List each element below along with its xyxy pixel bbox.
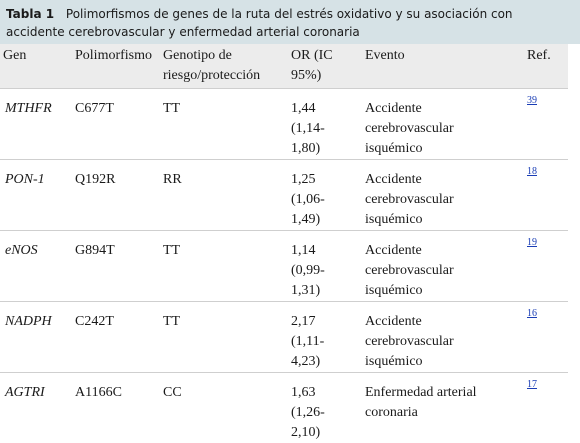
cell-evento: Accidente cerebrovascular isquémico — [365, 159, 527, 230]
cell-ref — [527, 372, 568, 443]
cell-evento: Accidente cerebrovascular isquémico — [365, 88, 527, 159]
cell-genotipo: TT — [163, 230, 291, 301]
cell-genotipo: CC — [163, 372, 291, 443]
header-ref: Ref. — [527, 48, 551, 63]
table-row — [0, 372, 568, 443]
cell-evento: Enfermedad arterial coronaria — [365, 372, 527, 443]
table-row — [0, 159, 568, 230]
header-genotipo: Genotipo de riesgo/protección — [163, 48, 261, 83]
header-polimorfismo: Polimorfismo — [75, 48, 153, 63]
reference-link[interactable]: 17 — [527, 378, 537, 390]
table-caption-label: Tabla 1 — [6, 7, 55, 21]
header-evento: Evento — [365, 48, 405, 63]
table-caption — [0, 0, 580, 44]
cell-ref — [527, 301, 568, 372]
cell-polimorfismo: Q192R — [75, 159, 163, 230]
header-or: OR (IC 95%) — [291, 48, 333, 83]
data-table-container — [0, 44, 568, 443]
cell-ref — [527, 88, 568, 159]
reference-link[interactable]: 16 — [527, 307, 537, 319]
cell-or: 1,25 (1,06- 1,49) — [291, 159, 365, 230]
cell-ref — [527, 159, 568, 230]
table-row — [0, 88, 568, 159]
cell-evento: Accidente cerebrovascular isquémico — [365, 301, 527, 372]
cell-gen: NADPH — [0, 301, 75, 372]
cell-polimorfismo: C677T — [75, 88, 163, 159]
cell-gen: PON-1 — [0, 159, 75, 230]
cell-polimorfismo: G894T — [75, 230, 163, 301]
cell-genotipo: TT — [163, 88, 291, 159]
table-row — [0, 301, 568, 372]
cell-gen: eNOS — [0, 230, 75, 301]
table-caption-text: Polimorfismos de genes de la ruta del estrés oxidativo y su asociación con accidente cerebrovascular y enfermedad arterial coronaria — [6, 7, 513, 39]
reference-link[interactable]: 39 — [527, 94, 537, 106]
cell-polimorfismo: C242T — [75, 301, 163, 372]
cell-evento: Accidente cerebrovascular isquémico — [365, 230, 527, 301]
header-gen: Gen — [3, 48, 27, 63]
cell-ref — [527, 230, 568, 301]
cell-or: 1,63 (1,26- 2,10) — [291, 372, 365, 443]
table-header-row — [0, 44, 568, 88]
table-row — [0, 230, 568, 301]
cell-genotipo: RR — [163, 159, 291, 230]
reference-link[interactable]: 19 — [527, 236, 537, 248]
cell-polimorfismo: A1166C — [75, 372, 163, 443]
cell-or: 1,14 (0,99- 1,31) — [291, 230, 365, 301]
cell-gen: MTHFR — [0, 88, 75, 159]
cell-gen: AGTRI — [0, 372, 75, 443]
cell-or: 2,17 (1,11- 4,23) — [291, 301, 365, 372]
cell-or: 1,44 (1,14- 1,80) — [291, 88, 365, 159]
data-table — [0, 44, 568, 443]
reference-link[interactable]: 18 — [527, 165, 537, 177]
cell-genotipo: TT — [163, 301, 291, 372]
